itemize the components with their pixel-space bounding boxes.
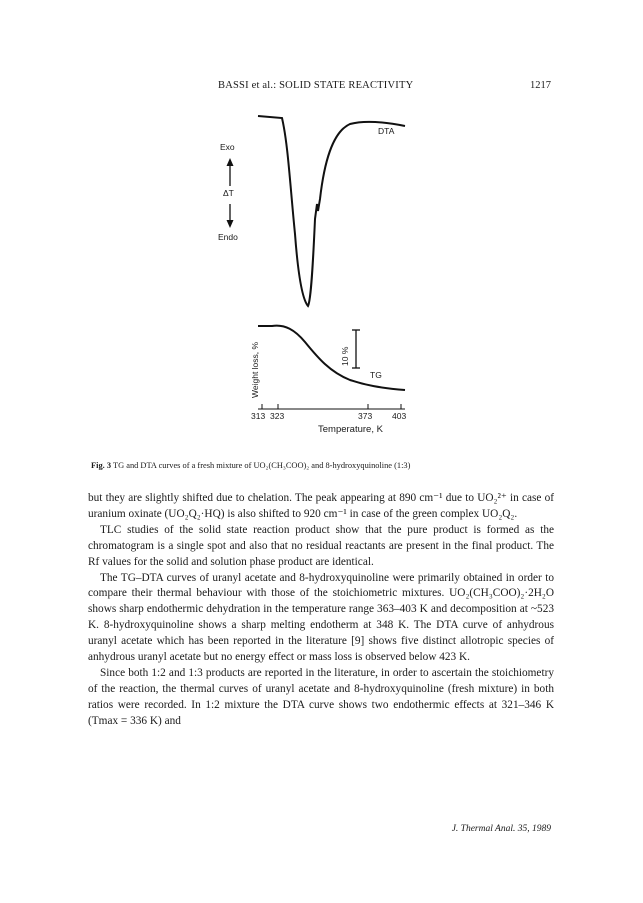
figure-caption [91, 461, 561, 470]
x-tick-label-323: 323 [270, 411, 285, 421]
running-title: BASSI et al.: SOLID STATE REACTIVITY [218, 80, 414, 91]
paragraph-2: TLC studies of the solid state reaction product show that the pure product is formed as the chromatogram is a single spot and also that no residual reactants are present in the final product. The Rf values for the solid and solution phase product are identical. [88, 523, 554, 568]
weight-loss-label: Weight loss, % [250, 341, 260, 398]
dta-label: DTA [378, 126, 395, 136]
paragraph-4: Since both 1:2 and 1:3 products are reported in the literature, in order to ascertain the stoichiometry of the reaction, the thermal curves of uranyl acetate and 8-hydroxyquinoline (fresh mixture) in both ratios were recorded. In 1:2 mixture the DTA curve shows two endothermic effects at 321–346 K (Tmax = 336 K) and [88, 666, 554, 727]
paragraph-1: but they are slightly shifted due to chelation. The peak appearing at 890 cm⁻¹ due to UO₂²⁺ in case of uranium oxinate (UO₂Q₂·HQ) is also shifted to 920 cm⁻¹ in case of the green complex UO₂Q₂. [88, 492, 554, 520]
tg-label: TG [370, 370, 382, 380]
journal-footer: J. Thermal Anal. 35, 1989 [451, 824, 551, 834]
page-number: 1217 [530, 80, 551, 91]
figure-tg-dta [200, 104, 440, 454]
delta-t-label: ΔT [223, 188, 234, 198]
x-tick-label-373: 373 [358, 411, 373, 421]
dta-curve [258, 116, 405, 306]
exo-label: Exo [220, 142, 235, 152]
body-text [88, 491, 554, 730]
tg-curve [258, 326, 405, 390]
figure-caption-text: TG and DTA curves of a fresh mixture of UO₂(CH₃COO)₂ and 8-hydroxyquinoline (1:3) [112, 461, 411, 470]
scale-bar-label: 10 % [340, 346, 350, 366]
figure-caption-label: Fig. 3 [91, 461, 112, 470]
up-arrowhead-icon [227, 158, 234, 166]
running-header [218, 80, 551, 96]
endo-label: Endo [218, 232, 238, 242]
x-tick-label-403: 403 [392, 411, 407, 421]
x-axis-label: Temperature, K [318, 424, 383, 435]
tg-dta-plot [200, 104, 440, 454]
down-arrowhead-icon [227, 220, 234, 228]
paragraph-3: The TG–DTA curves of uranyl acetate and 8-hydroxyquinoline were primarily obtained in order to compare their thermal behaviour with those of the stoichiometric mixtures. UO₂(CH₃COO)₂·2H₂O shows sharp endothermic dehydration in the temperature range 363–403 K and decomposition at ~523 K. 8-hydroxyquinoline shows a sharp melting endotherm at 348 K. The DTA curve of anhydrous uranyl acetate which has been reported in the literature [9] shows five distinct allotropic species of anhydrous uranyl acetate but no energy effect or mass loss is observed below 423 K. [88, 571, 554, 664]
x-tick-label-313: 313 [251, 411, 266, 421]
